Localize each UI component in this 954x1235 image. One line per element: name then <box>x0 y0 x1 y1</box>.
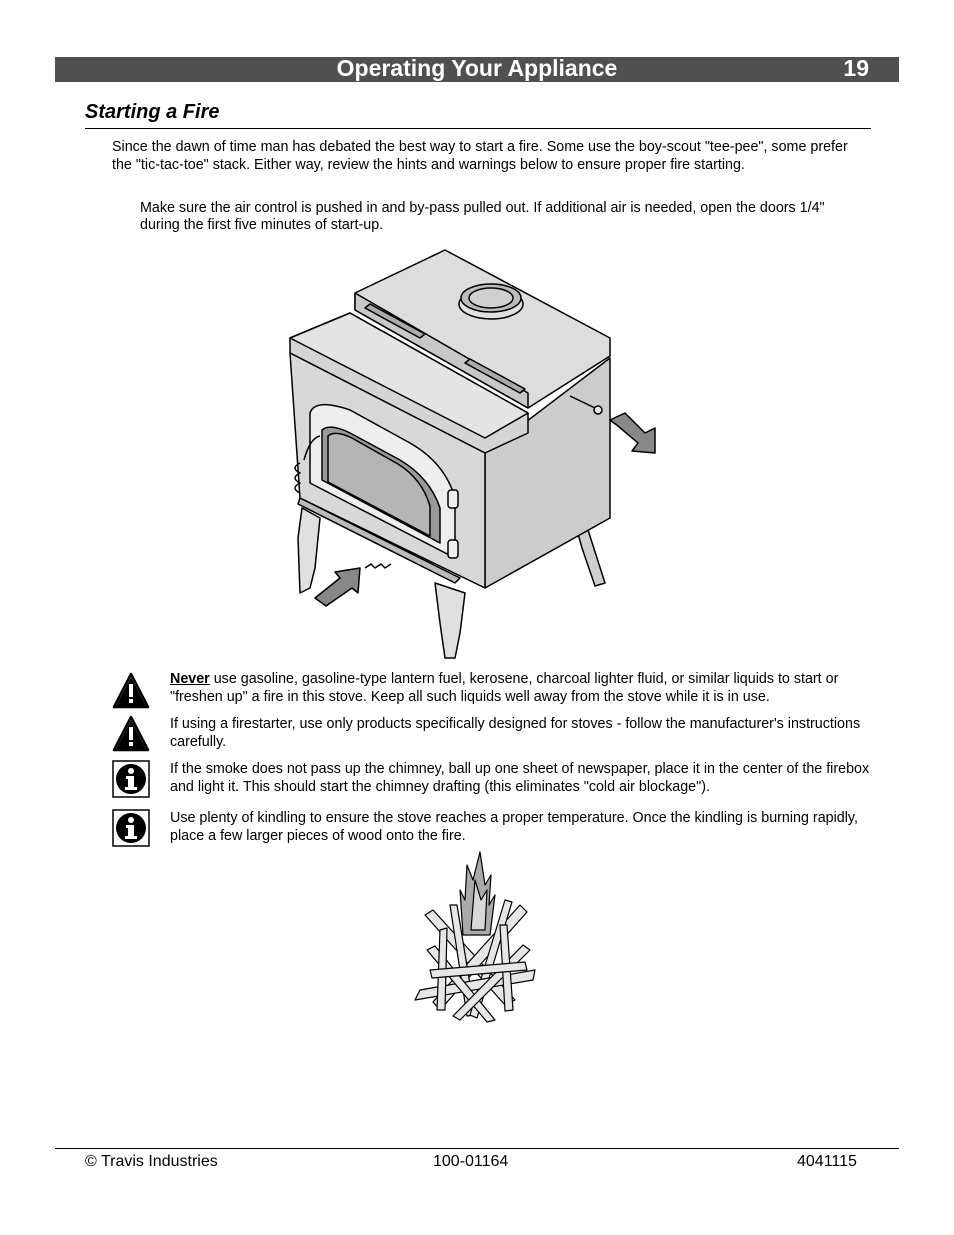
section-title: Starting a Fire <box>85 101 220 123</box>
note-text: If using a firestarter, use only products specifically designed for stoves - follow the manufacturer's instructions carefully. <box>170 716 861 750</box>
instruction-paragraph: Make sure the air control is pushed in and by-pass pulled out. If additional air is needed, open the doors 1/4" during the first five minutes of start-up. <box>140 200 825 233</box>
note-text: If the smoke does not pass up the chimney, ball up one sheet of newspaper, place it in the center of the firebox and light it. This should start the chimney drafting (this eliminates "cold air blockage"). <box>170 761 870 795</box>
footer-divider <box>55 1148 899 1149</box>
footer-copyright: © Travis Industries <box>85 1153 218 1170</box>
note-emphasis: Never <box>170 671 210 687</box>
footer-doc-number: 4041115 <box>797 1153 857 1170</box>
kindling-fire-illustration <box>405 850 545 1025</box>
note-text: Use plenty of kindling to ensure the stove reaches a proper temperature. Once the kindling is burning rapidly, place a few larger pieces of wood onto the fire. <box>170 810 858 844</box>
stove-illustration <box>270 238 670 663</box>
intro-paragraph: Since the dawn of time man has debated the best way to start a fire. Some use the boy-scout "tee-pee", some prefer the "tic-tac-toe" stack. Either way, review the hints and warnings below to ensure proper fire starting. <box>112 139 848 173</box>
page-number: 19 <box>843 55 869 81</box>
info-icon <box>112 809 150 847</box>
warning-icon <box>112 715 150 753</box>
warning-icon <box>112 672 150 710</box>
page-title: Operating Your Appliance <box>336 55 618 81</box>
section-divider <box>85 128 871 129</box>
info-icon <box>112 760 150 798</box>
header-bar <box>55 57 899 82</box>
note-text: use gasoline, gasoline-type lantern fuel, kerosene, charcoal lighter fluid, or similar liquids to start or "freshen up" a fire in this stove. Keep all such liquids well away from the stove while it is in use. <box>170 671 839 705</box>
footer-part-number: 100-01164 <box>433 1153 509 1170</box>
